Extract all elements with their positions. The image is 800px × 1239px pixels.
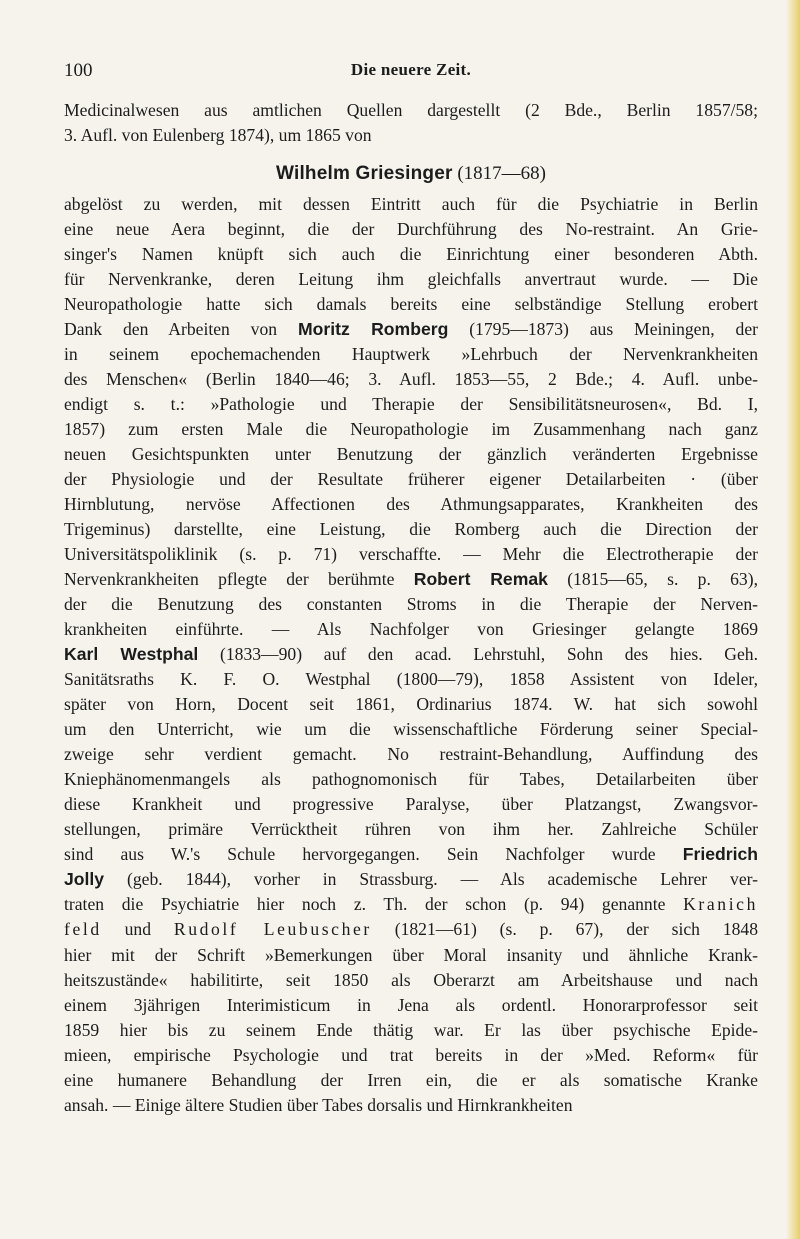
text-run: traten die Psychiatrie hier noch z. Th. der schon (p. 94) genannte <box>64 894 684 915</box>
text-line: um den Unterricht, wie um die wissenschaftliche Förderung seiner Special- <box>64 719 758 740</box>
text-line: 1859 hier bis zu seinem Ende thätig war. Er las über psychische Epide- <box>64 1019 758 1040</box>
text-line: der Physiologie und der Resultate früherer eigener Detailarbeiten · (über <box>64 469 758 490</box>
text-line: Hirnblutung, nervöse Affectionen des Athmungsapparates, Krankheiten des <box>64 494 758 515</box>
text-line <box>64 867 758 892</box>
text-line: 1857) zum ersten Male die Neuropathologie im Zusammenhang nach ganz <box>64 419 758 440</box>
text-run: (1795—1873) aus Meiningen, der <box>448 319 758 340</box>
text-line <box>64 317 758 342</box>
person-name-westphal: Karl Westphal <box>64 644 199 665</box>
text-line <box>64 842 758 867</box>
text-line: hier mit der Schrift »Bemerkungen über Moral insanity und ähnliche Krank- <box>64 944 758 965</box>
person-name-leubuscher: Rudolf Leubuscher <box>173 919 372 940</box>
text-line: eine humanere Behandlung der Irren ein, die er als somatische Kranke <box>64 1069 758 1090</box>
text-line: der die Benutzung des constanten Stroms in die Therapie der Nerven- <box>64 594 758 615</box>
text-line: Medicinalwesen aus amtlichen Quellen dargestellt (2 Bde., Berlin 1857/58; <box>64 100 758 120</box>
text-run: Dank den Arbeiten von <box>64 319 298 340</box>
person-name-jolly: Jolly <box>64 869 105 890</box>
text-run: Nervenkrankheiten pflegte der berühmte <box>64 569 414 590</box>
text-run: (geb. 1844), vorher in Strassburg. — Als academische Lehrer ver- <box>104 869 758 890</box>
text-line: Neuropathologie hatte sich damals bereits eine selbständige Stellung erobert <box>64 294 758 315</box>
text-line <box>64 567 758 592</box>
text-run: (1815—65, s. p. 63), <box>547 569 758 590</box>
text-line: 3. Aufl. von Eulenberg 1874), um 1865 von <box>64 125 372 146</box>
person-name-friedrich: Friedrich <box>682 844 758 865</box>
text-run: sind aus W.'s Schule hervorgegangen. Sein Nachfolger wurde <box>64 844 683 865</box>
text-line: des Menschen« (Berlin 1840—46; 3. Aufl. 1853—55, 2 Bde.; 4. Aufl. unbe- <box>64 369 758 390</box>
text-line <box>64 892 758 917</box>
text-run: (1833—90) auf den acad. Lehrstuhl, Sohn des hies. Geh. <box>198 644 758 665</box>
text-line: stellungen, primäre Verrücktheit rühren von ihm her. Zahlreiche Schüler <box>64 819 758 840</box>
person-name-kranich: Kranich <box>683 894 758 915</box>
running-title: Die neuere Zeit. <box>350 60 472 79</box>
section-heading <box>64 148 758 192</box>
text-line: abgelöst zu werden, mit dessen Eintritt auch für die Psychiatrie in Berlin <box>64 194 758 215</box>
text-line: endigt s. t.: »Pathologie und Therapie der Sensibilitätsneurosen«, Bd. I, <box>64 394 758 415</box>
text-line: Sanitätsraths K. F. O. Westphal (1800—79), 1858 Assistent von Ideler, <box>64 669 758 690</box>
text-line <box>64 642 758 667</box>
text-line: krankheiten einführte. — Als Nachfolger von Griesinger gelangte 1869 <box>64 619 758 640</box>
text-line: diese Krankheit und progressive Paralyse, über Platzangst, Zwangsvor- <box>64 794 758 815</box>
heading-dates: (1817—68) <box>452 163 546 185</box>
text-run: und <box>101 919 174 940</box>
text-line <box>64 917 758 942</box>
text-line: singer's Namen knüpft sich auch die Einrichtung einer besonderen Abth. <box>64 244 758 265</box>
text-line: neuen Gesichtspunkten unter Benutzung der gänzlich veränderten Ergebnisse <box>64 444 758 465</box>
text-line: Kniephänomenmangels als pathognomonisch für Tabes, Detailarbeiten über <box>64 769 758 790</box>
text-line: eine neue Aera beginnt, die der Durchführung des No-restraint. An Grie- <box>64 219 758 240</box>
person-name-romberg: Moritz Romberg <box>297 319 449 340</box>
text-line: Trigeminus) darstellte, eine Leistung, die Romberg auch die Direction der <box>64 519 758 540</box>
text-run: (1821—61) (s. p. 67), der sich 1848 <box>371 919 758 940</box>
text-line: ansah. — Einige ältere Studien über Tabes dorsalis und Hirnkrankheiten <box>64 1094 573 1115</box>
text-line: Universitätspoliklinik (s. p. 71) verschaffte. — Mehr die Electrotherapie der <box>64 544 758 565</box>
running-header <box>64 60 758 88</box>
text-line: mieen, empirische Psychologie und trat bereits in der »Med. Reform« für <box>64 1044 758 1065</box>
heading-name: Wilhelm Griesinger <box>276 163 453 185</box>
page-edge <box>786 0 800 1239</box>
page-number: 100 <box>64 60 93 81</box>
text-line: heitszustände« habilitirte, seit 1850 als Oberarzt am Arbeitshause und nach <box>64 969 758 990</box>
person-name-feld: feld <box>64 919 102 940</box>
text-line: später von Horn, Docent seit 1861, Ordinarius 1874. W. hat sich sowohl <box>64 694 758 715</box>
text-line: zweige sehr verdient gemacht. No restraint-Behandlung, Auffindung des <box>64 744 758 765</box>
body-text <box>64 98 758 1118</box>
person-name-remak: Robert Remak <box>413 569 548 590</box>
text-line: für Nervenkranke, deren Leitung ihm gleichfalls anvertraut wurde. — Die <box>64 269 758 290</box>
text-line: in seinem epochemachenden Hauptwerk »Lehrbuch der Nervenkrankheiten <box>64 344 758 365</box>
text-line: einem 3jährigen Interimisticum in Jena als ordentl. Honorarprofessor seit <box>64 994 758 1015</box>
